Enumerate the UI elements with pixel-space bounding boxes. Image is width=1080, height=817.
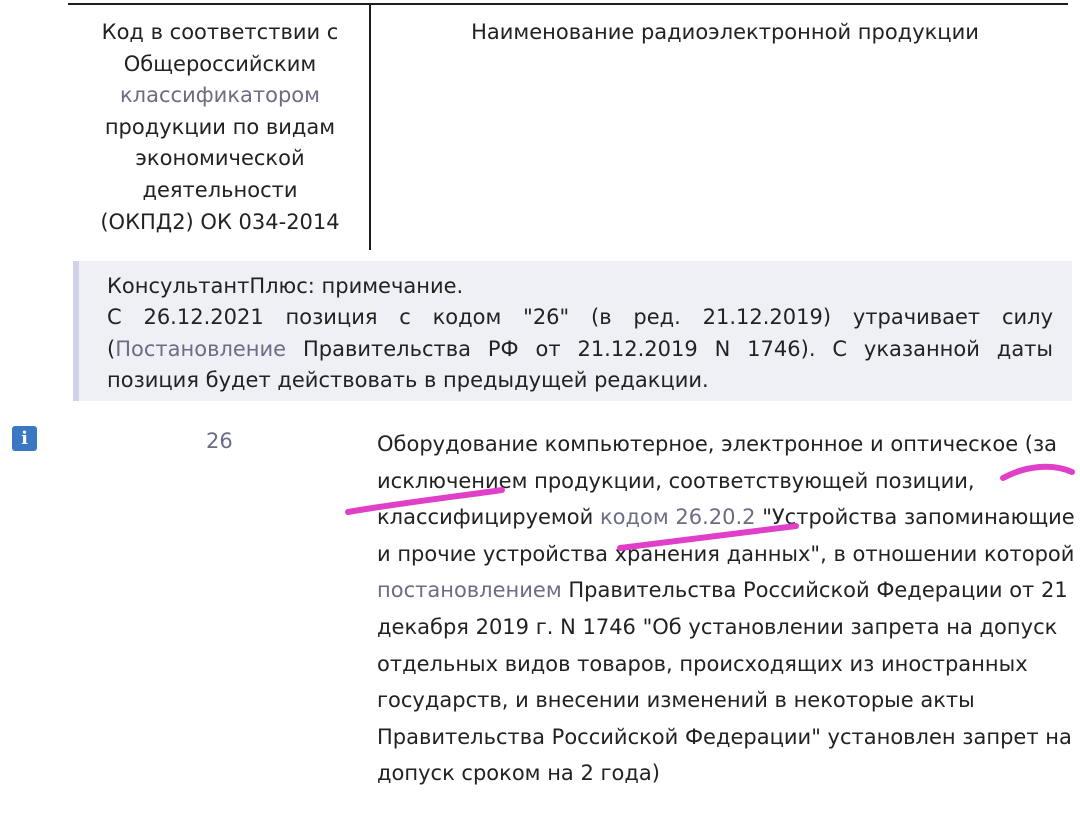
header-name-column: Наименование радиоэлектронной продукции — [471, 20, 979, 44]
text-segment: государств, и внесении изменений в некоторые акты — [377, 688, 975, 713]
text-segment: исключением продукции, соответствующей позиции, — [377, 468, 975, 493]
text-segment: декабря 2019 г. N 1746 "Об установлении запрета на допуск — [377, 614, 1058, 639]
row-name-line — [377, 536, 1075, 573]
text-segment: отдельных видов товаров, происходящих из иностранных — [377, 651, 1028, 676]
row-name-line — [377, 609, 1067, 646]
header-code-line: продукции по видам — [104, 114, 336, 139]
row-name — [377, 426, 1075, 792]
row-code: 26 — [206, 429, 233, 453]
row-name-line — [377, 463, 1067, 500]
header-code-line: экономической — [135, 146, 305, 171]
note-text-part: Правительства РФ от 21.12.2019 N 1746). С указанной даты позиция будет действовать в предыдущей редакции. — [107, 336, 1053, 393]
row-name-line — [377, 646, 1067, 683]
header-code-line: Код в соответствии с — [101, 20, 339, 44]
header-code-line: Общероссийским — [123, 51, 317, 76]
table-top-border — [68, 3, 1068, 5]
note-title: КонсультантПлюс: примечание. — [107, 274, 464, 298]
row-name-line — [377, 426, 1067, 463]
note-text — [107, 302, 1053, 397]
code-26-20-2-link[interactable]: кодом 26.20.2 — [599, 505, 756, 530]
header-code-line: (ОКПД2) ОК 034-2014 — [100, 209, 340, 234]
row-name-line — [377, 755, 1067, 792]
row-name-line — [377, 572, 1067, 609]
row-name-line — [377, 719, 1072, 756]
row-name-line — [377, 499, 1075, 536]
row-name-line — [377, 682, 1067, 719]
text-segment: Оборудование компьютерное, электронное и оптическое (за — [377, 432, 1058, 456]
text-segment: "Устройства запоминающие — [755, 505, 1075, 530]
text-segment: классифицируемой — [377, 505, 600, 530]
header-code-column — [92, 17, 348, 238]
decree-link[interactable]: постановлением — [377, 578, 562, 603]
note-text-part: С 26.12.2021 позиция с кодом "26" (в ред. 21.12.2019) утрачивает силу ( — [107, 305, 1053, 361]
resolution-link[interactable]: Постановление — [115, 336, 287, 361]
text-segment: допуск сроком на 2 года) — [377, 761, 660, 786]
text-segment: и прочие устройства хранения данных", в отношении которой — [377, 541, 1075, 566]
text-segment: Правительства Российской Федерации от 21 — [561, 578, 1068, 603]
text-segment: Правительства Российской Федерации" установлен запрет на — [377, 724, 1072, 749]
table-column-divider — [369, 3, 371, 250]
header-classifier-link[interactable]: классификатором — [120, 83, 320, 108]
consultant-note — [73, 261, 1072, 401]
info-icon[interactable]: i — [12, 426, 37, 451]
header-code-line: деятельности — [142, 177, 298, 202]
